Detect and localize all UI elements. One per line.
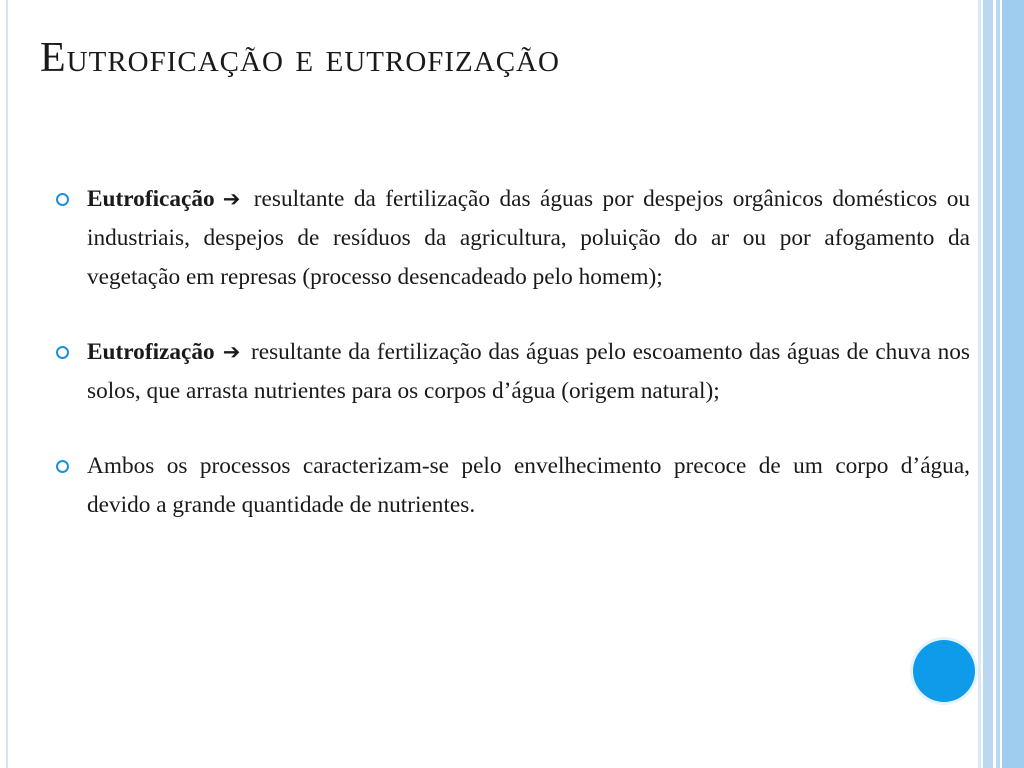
bullet-text: resultante da fertilização das águas por despejos orgânicos domésticos ou industriais, despejos de resíduos da agricultura, poluição do ar ou por afogamento da vegetação em represas (processo desencadeado pelo homem); [87, 186, 970, 290]
bullet-term: Eutroficação [87, 186, 215, 212]
stripe [1002, 0, 1024, 768]
right-stripes-decoration [978, 0, 1024, 768]
hollow-circle-bullet-icon [56, 346, 69, 359]
slide-title: Eutroficação e eutrofização [40, 35, 560, 81]
left-rule-decoration [6, 0, 8, 768]
right-arrow-icon: ➔ [222, 187, 241, 211]
hollow-circle-bullet-icon [56, 460, 69, 473]
bullet-item-eutroficacao [56, 180, 970, 297]
bullet-term: Eutrofização [87, 339, 215, 365]
bullet-text: resultante da fertilização das águas pelo escoamento das águas de chuva nos solos, que arrasta nutrientes para os corpos d’água (origem natural); [87, 339, 971, 404]
bullet-list [56, 180, 970, 525]
hollow-circle-bullet-icon [56, 193, 69, 206]
right-arrow-icon: ➔ [222, 340, 241, 364]
bullet-item-ambos [56, 447, 970, 525]
stripe [983, 0, 993, 768]
bullet-item-eutrofizacao [56, 333, 970, 411]
blue-circle-decoration [913, 640, 975, 702]
bullet-text: Ambos os processos caracterizam-se pelo envelhecimento precoce de um corpo d’água, devido a grande quantidade de nutrientes. [87, 453, 970, 518]
